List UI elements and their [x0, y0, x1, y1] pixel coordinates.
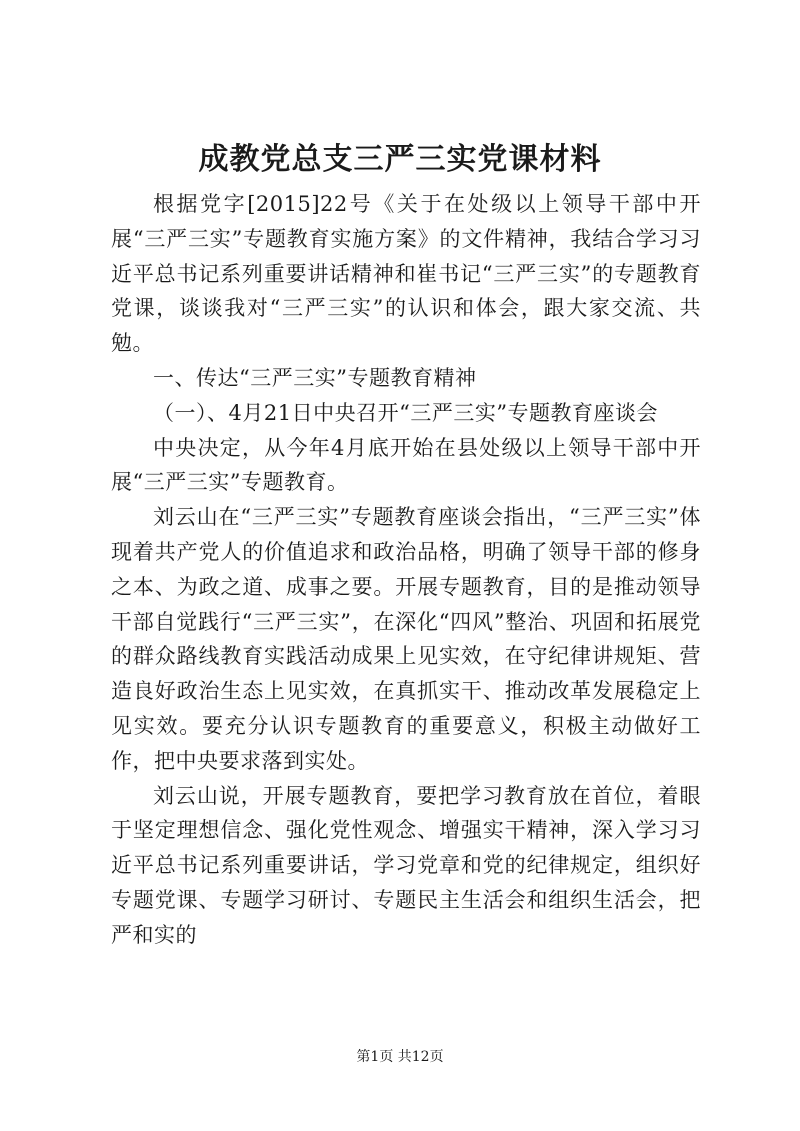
paragraph-liu-speech: 刘云山在“三严三实”专题教育座谈会指出，“三严三实”体现着共产党人的价值追求和政治品格，明确了领导干部的修身之本、为政之道、成事之要。开展专题教育，目的是推动领导干部自觉践行“三严三实”，在深化“四风”整治、巩固和拓展党的群众路线教育实践活动成果上见实效，在守纪律讲规矩、营造良好政治生态上见实效，在真抓实干、推动改革发展稳定上见实效。要充分认识专题教育的重要意义，积极主动做好工作，把中央要求落到实处。 [111, 505, 701, 773]
section-heading: 一、传达“三严三实”专题教育精神 [153, 365, 477, 390]
subsection-heading: （一）、4月21日中央召开“三严三实”专题教育座谈会 [153, 400, 659, 425]
paragraph-liu-said: 刘云山说，开展专题教育，要把学习教育放在首位，着眼于坚定理想信念、强化党性观念、增强实干精神，深入学习习近平总书记系列重要讲话，学习党章和党的纪律规定，组织好专题党课、专题学习研讨、专题民主生活会和组织生活会，把严和实的 [111, 783, 701, 947]
page-footer: 第1页 共12页 [356, 1049, 444, 1065]
paragraph-decision: 中央决定，从今年4月底开始在县处级以上领导干部中开展“三严三实”专题教育。 [111, 435, 701, 495]
page-title: 成教党总支三严三实党课材料 [198, 142, 602, 177]
document-body [111, 187, 701, 953]
paragraph-intro: 根据党字[2015]22号《关于在处级以上领导干部中开展“三严三实”专题教育实施方案》的文件精神，我结合学习习近平总书记系列重要讲话精神和崔书记“三严三实”的专题教育党课，谈谈我对“三严三实”的认识和体会，跟大家交流、共勉。 [111, 192, 701, 356]
